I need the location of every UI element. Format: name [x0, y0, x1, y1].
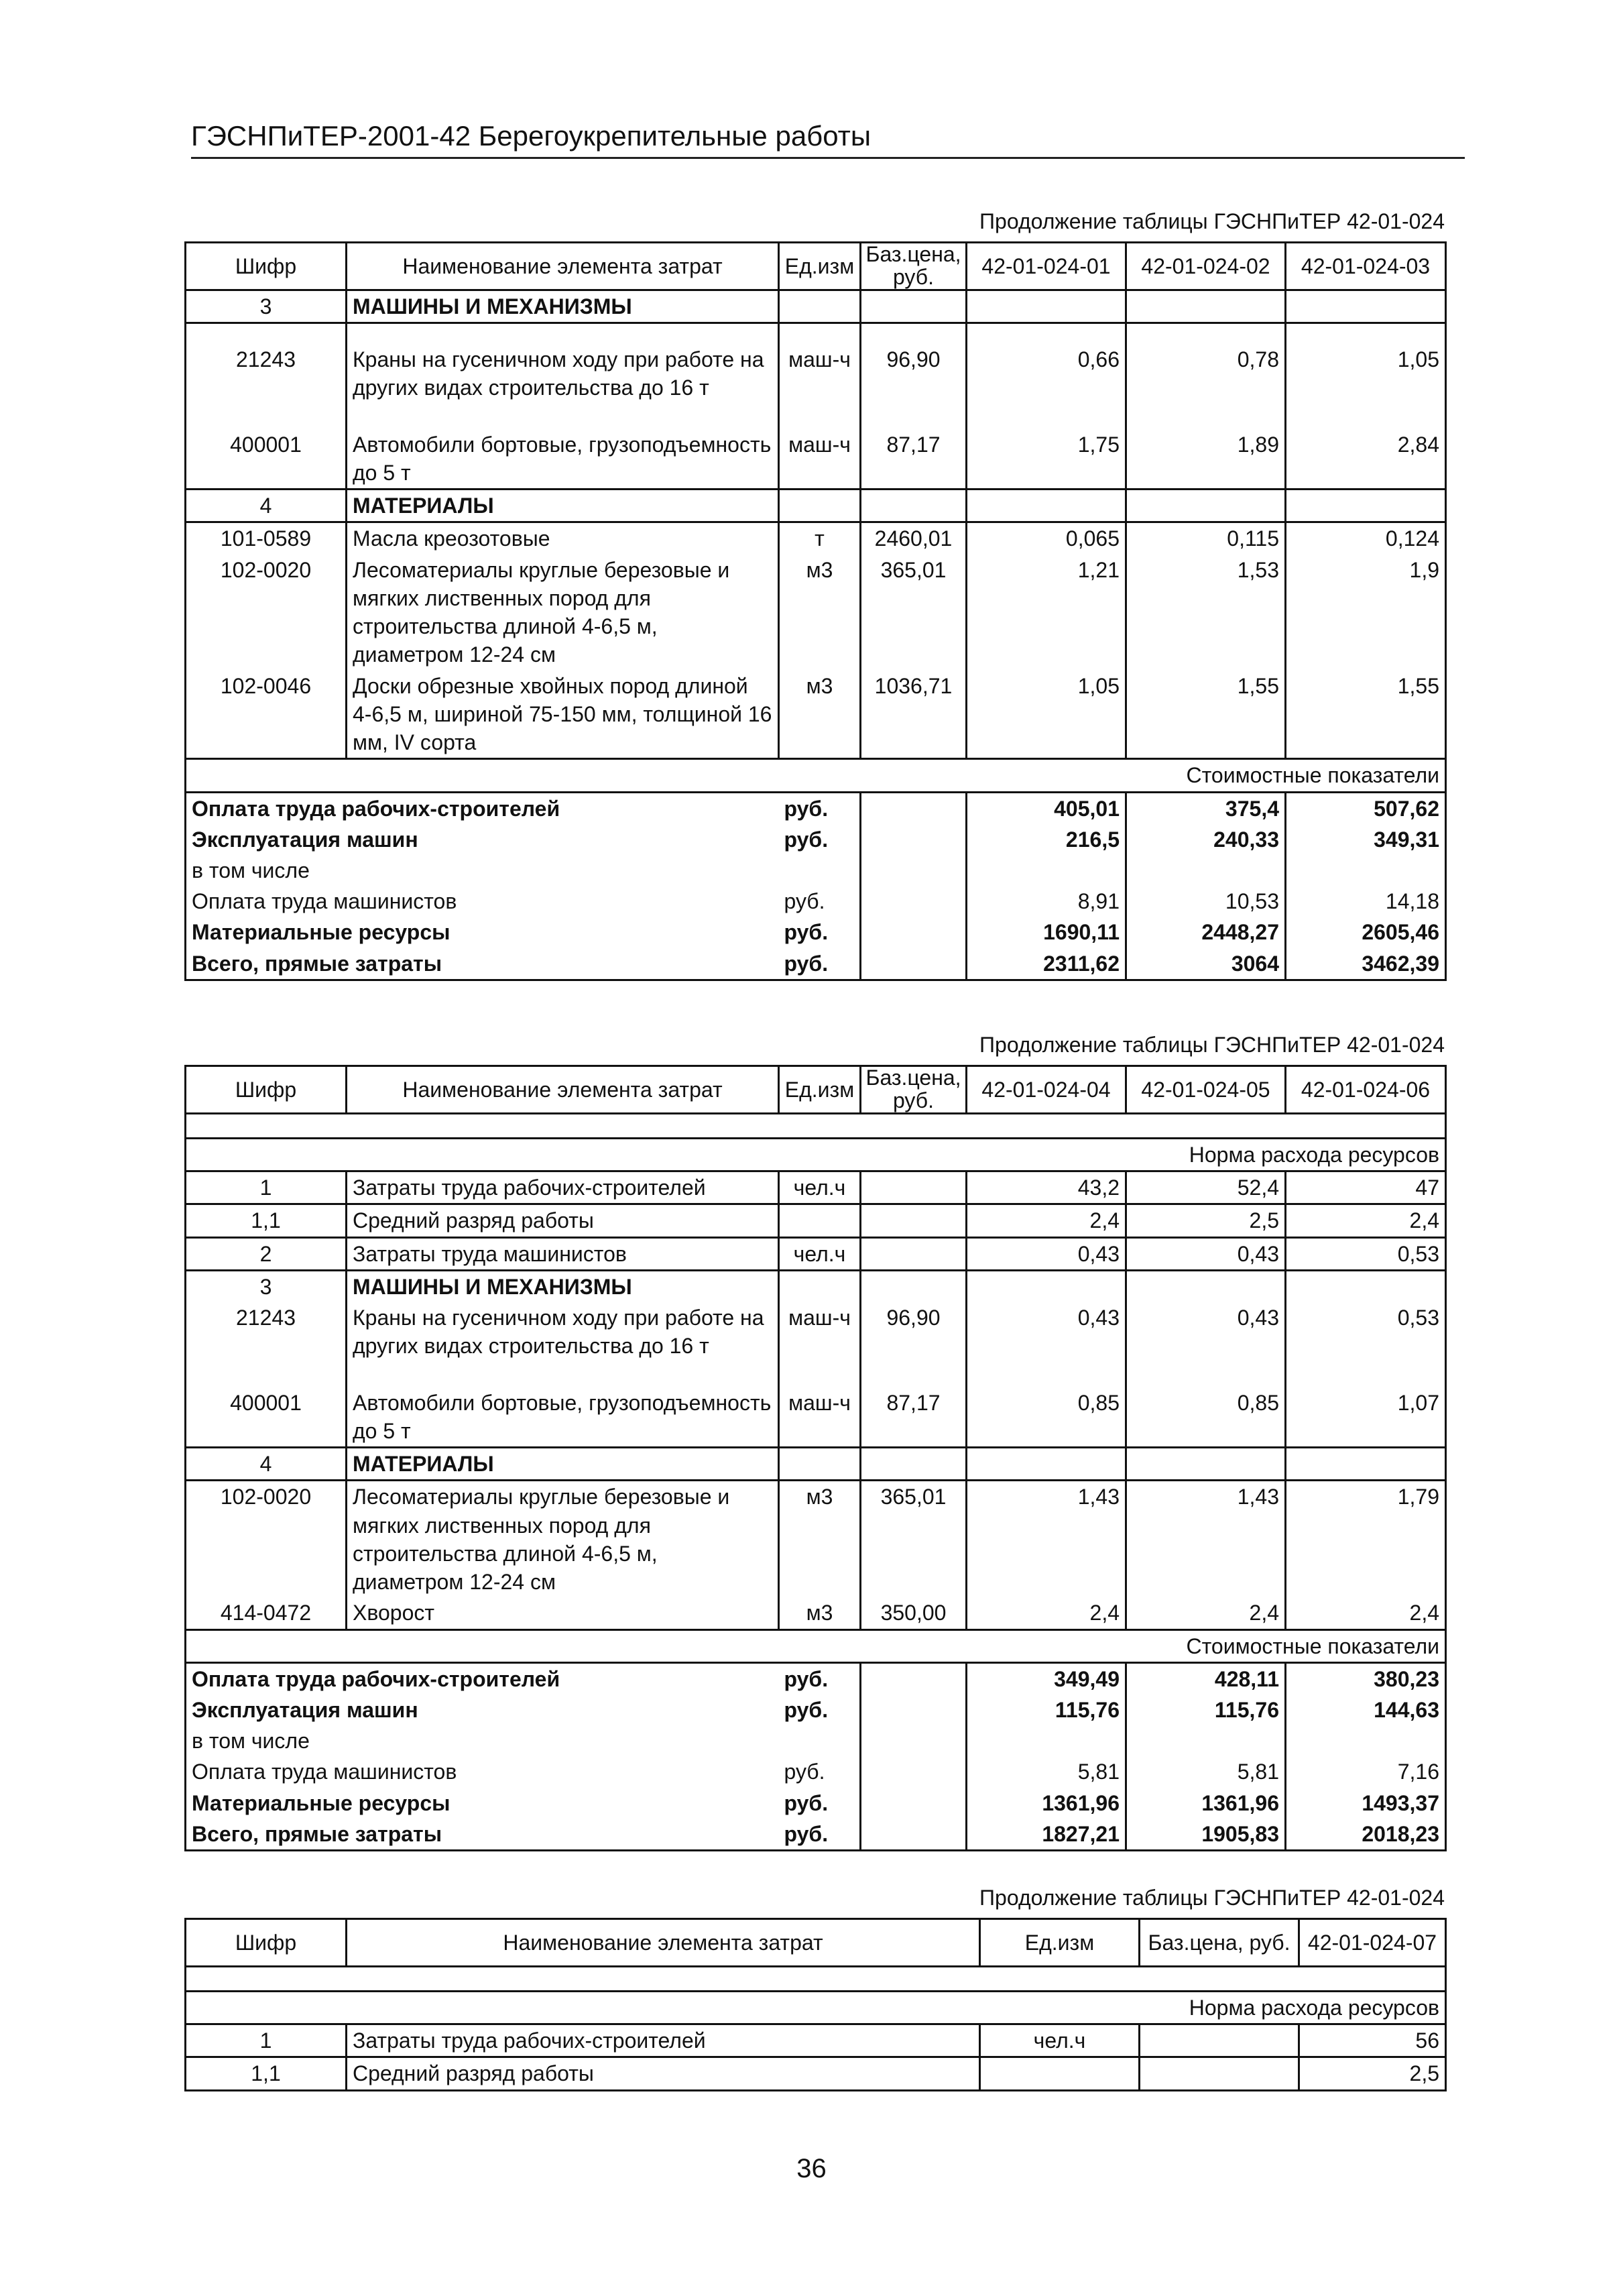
summary-unit: руб.	[779, 886, 861, 917]
row-value: 1,21	[967, 555, 1126, 671]
row-name: Масла креозотовые	[347, 522, 779, 555]
resource-norm-band	[186, 1139, 1446, 1171]
row-value: 1,89	[1126, 429, 1286, 490]
col-header-price: Баз.цена, руб.	[1140, 1919, 1299, 1967]
summary-row	[186, 917, 1446, 948]
row-name: Затраты труда машинистов	[347, 1237, 779, 1270]
row-value: 2,4	[967, 1204, 1126, 1237]
row-value: 0,78	[1126, 323, 1286, 429]
row-code: 1	[186, 2024, 347, 2057]
col-header-norm: 42-01-024-06	[1286, 1066, 1446, 1114]
row-unit: маш-ч	[779, 429, 861, 490]
table-continuation-label: Продолжение таблицы ГЭСНПиТЕР 42-01-024	[979, 209, 1445, 233]
row-code: 4	[186, 490, 347, 522]
section-title: МАШИНЫ И МЕХАНИЗМЫ	[347, 1270, 779, 1302]
summary-value	[1286, 1725, 1446, 1756]
band-label: Стоимостные показатели	[186, 759, 1446, 792]
row-value: 43,2	[967, 1171, 1126, 1204]
row-value: 2,5	[1126, 1204, 1286, 1237]
col-header-code: Шифр	[186, 1066, 347, 1114]
summary-row	[186, 792, 1446, 824]
table-header-row	[186, 1066, 1446, 1114]
section-title: МАТЕРИАЛЫ	[347, 490, 779, 522]
table-row	[186, 1597, 1446, 1629]
table-row	[186, 2024, 1446, 2057]
summary-row	[186, 1695, 1446, 1725]
row-name: Краны на гусеничном ходу при работе на других видах строительства до 16 т	[347, 323, 779, 429]
col-header-unit: Ед.изм	[779, 1066, 861, 1114]
summary-label: Материальные ресурсы	[186, 1788, 779, 1819]
norms-table-2	[184, 1065, 1447, 1851]
row-value: 2,4	[1126, 1597, 1286, 1629]
summary-value: 10,53	[1126, 886, 1286, 917]
summary-label: Всего, прямые затраты	[186, 948, 779, 980]
row-code: 2	[186, 1237, 347, 1270]
summary-label: Оплата труда машинистов	[186, 886, 779, 917]
summary-row	[186, 948, 1446, 980]
col-header-norm: 42-01-024-04	[967, 1066, 1126, 1114]
row-price	[861, 1237, 967, 1270]
summary-value: 1690,11	[967, 917, 1126, 948]
summary-label: Всего, прямые затраты	[186, 1819, 779, 1851]
row-code: 102-0020	[186, 555, 347, 671]
table-continuation-label: Продолжение таблицы ГЭСНПиТЕР 42-01-024	[979, 1033, 1445, 1057]
summary-label: Эксплуатация машин	[186, 824, 779, 855]
row-name: Автомобили бортовые, грузоподъемность до 5 т	[347, 429, 779, 490]
row-value: 56	[1299, 2024, 1446, 2057]
col-header-norm: 42-01-024-05	[1126, 1066, 1286, 1114]
col-header-norm: 42-01-024-01	[967, 243, 1126, 290]
table-row	[186, 429, 1446, 490]
row-value: 1,55	[1126, 671, 1286, 759]
row-name: Лесоматериалы круглые березовые и мягких лиственных пород для строительства длиной 4-6,5 м, диаметром 12-24 см	[347, 1481, 779, 1597]
row-unit: маш-ч	[779, 323, 861, 429]
row-unit: чел.ч	[779, 1171, 861, 1204]
col-header-unit: Ед.изм	[980, 1919, 1140, 1967]
row-code: 101-0589	[186, 522, 347, 555]
summary-value: 349,31	[1286, 824, 1446, 855]
summary-row	[186, 1662, 1446, 1695]
summary-unit	[779, 855, 861, 886]
row-code: 1,1	[186, 1204, 347, 1237]
row-unit: маш-ч	[779, 1302, 861, 1387]
summary-value: 380,23	[1286, 1662, 1446, 1695]
summary-value: 2605,46	[1286, 917, 1446, 948]
summary-value	[1126, 1725, 1286, 1756]
col-header-code: Шифр	[186, 243, 347, 290]
table-row	[186, 1387, 1446, 1448]
summary-value: 144,63	[1286, 1695, 1446, 1725]
table-row	[186, 323, 1446, 429]
row-value: 2,84	[1286, 429, 1446, 490]
summary-unit: руб.	[779, 917, 861, 948]
summary-row	[186, 1725, 1446, 1756]
summary-value: 405,01	[967, 792, 1126, 824]
page-number: 36	[796, 2154, 827, 2183]
row-value: 0,43	[967, 1237, 1126, 1270]
cost-indicators-band	[186, 1629, 1446, 1662]
summary-unit: руб.	[779, 824, 861, 855]
summary-value: 216,5	[967, 824, 1126, 855]
row-price: 365,01	[861, 555, 967, 671]
summary-value: 1361,96	[967, 1788, 1126, 1819]
summary-unit: руб.	[779, 948, 861, 980]
row-value: 1,9	[1286, 555, 1446, 671]
row-code: 400001	[186, 429, 347, 490]
row-price: 96,90	[861, 1302, 967, 1387]
row-code: 3	[186, 290, 347, 323]
row-name: Затраты труда рабочих-строителей	[347, 1171, 779, 1204]
row-value: 0,065	[967, 522, 1126, 555]
row-value: 0,85	[1126, 1387, 1286, 1448]
summary-value: 115,76	[967, 1695, 1126, 1725]
summary-value: 349,49	[967, 1662, 1126, 1695]
row-unit: чел.ч	[779, 1237, 861, 1270]
row-name: Автомобили бортовые, грузоподъемность до 5 т	[347, 1387, 779, 1448]
band-label: Норма расхода ресурсов	[186, 1992, 1446, 2024]
summary-value: 1361,96	[1126, 1788, 1286, 1819]
row-price: 350,00	[861, 1597, 967, 1629]
col-header-name: Наименование элемента затрат	[347, 1066, 779, 1114]
spacer-row	[186, 1114, 1446, 1139]
row-value: 0,53	[1286, 1302, 1446, 1387]
col-header-code: Шифр	[186, 1919, 347, 1967]
row-price: 87,17	[861, 1387, 967, 1448]
row-value: 0,43	[1126, 1302, 1286, 1387]
row-price	[861, 1204, 967, 1237]
row-unit: чел.ч	[980, 2024, 1140, 2057]
row-value: 0,53	[1286, 1237, 1446, 1270]
band-label: Стоимостные показатели	[186, 1629, 1446, 1662]
summary-row	[186, 1756, 1446, 1787]
row-value: 1,53	[1126, 555, 1286, 671]
summary-value	[967, 855, 1126, 886]
row-value: 2,4	[1286, 1597, 1446, 1629]
table-row	[186, 1481, 1446, 1597]
section-row	[186, 1448, 1446, 1481]
summary-value: 5,81	[967, 1756, 1126, 1787]
summary-value: 7,16	[1286, 1756, 1446, 1787]
row-code: 414-0472	[186, 1597, 347, 1629]
spacer-row	[186, 1967, 1446, 1992]
row-value: 0,124	[1286, 522, 1446, 555]
row-name: Доски обрезные хвойных пород длиной 4-6,5 м, шириной 75-150 мм, толщиной 16 мм, IV сорта	[347, 671, 779, 759]
summary-value: 1827,21	[967, 1819, 1126, 1851]
row-value: 1,79	[1286, 1481, 1446, 1597]
row-value: 52,4	[1126, 1171, 1286, 1204]
row-price: 87,17	[861, 429, 967, 490]
row-unit	[779, 1204, 861, 1237]
row-value: 1,43	[1126, 1481, 1286, 1597]
row-value: 1,05	[967, 671, 1126, 759]
section-row	[186, 490, 1446, 522]
summary-unit: руб.	[779, 1756, 861, 1787]
section-title: МАШИНЫ И МЕХАНИЗМЫ	[347, 290, 779, 323]
row-value: 1,75	[967, 429, 1126, 490]
summary-value: 3462,39	[1286, 948, 1446, 980]
row-name: Средний разряд работы	[347, 1204, 779, 1237]
row-name: Затраты труда рабочих-строителей	[347, 2024, 980, 2057]
summary-value	[1286, 855, 1446, 886]
row-name: Средний разряд работы	[347, 2057, 980, 2090]
table-row	[186, 522, 1446, 555]
row-unit: м3	[779, 671, 861, 759]
summary-value	[1126, 855, 1286, 886]
summary-value: 2448,27	[1126, 917, 1286, 948]
col-header-norm: 42-01-024-03	[1286, 243, 1446, 290]
row-value: 2,4	[967, 1597, 1126, 1629]
row-code: 400001	[186, 1387, 347, 1448]
summary-value: 240,33	[1126, 824, 1286, 855]
row-value: 1,05	[1286, 323, 1446, 429]
col-header-unit: Ед.изм	[779, 243, 861, 290]
row-value: 0,66	[967, 323, 1126, 429]
summary-value	[967, 1725, 1126, 1756]
table-row	[186, 2057, 1446, 2090]
summary-row	[186, 824, 1446, 855]
summary-value: 14,18	[1286, 886, 1446, 917]
table-row	[186, 671, 1446, 759]
summary-unit: руб.	[779, 1819, 861, 1851]
table-header-row	[186, 243, 1446, 290]
summary-value: 1493,37	[1286, 1788, 1446, 1819]
row-price: 2460,01	[861, 522, 967, 555]
row-unit	[980, 2057, 1140, 2090]
row-value: 1,43	[967, 1481, 1126, 1597]
row-unit: м3	[779, 1597, 861, 1629]
summary-row	[186, 1788, 1446, 1819]
row-price: 96,90	[861, 323, 967, 429]
row-price: 1036,71	[861, 671, 967, 759]
row-price	[1140, 2057, 1299, 2090]
row-unit: т	[779, 522, 861, 555]
summary-label: Оплата труда рабочих-строителей	[186, 792, 779, 824]
summary-value: 2018,23	[1286, 1819, 1446, 1851]
summary-label: Оплата труда машинистов	[186, 1756, 779, 1787]
row-code: 3	[186, 1270, 347, 1302]
row-name: Краны на гусеничном ходу при работе на других видах строительства до 16 т	[347, 1302, 779, 1387]
row-value: 0,115	[1126, 522, 1286, 555]
row-value: 2,4	[1286, 1204, 1446, 1237]
row-price	[1140, 2024, 1299, 2057]
row-price: 365,01	[861, 1481, 967, 1597]
summary-row	[186, 886, 1446, 917]
row-value: 1,07	[1286, 1387, 1446, 1448]
norms-table-1	[184, 241, 1447, 981]
row-code: 21243	[186, 1302, 347, 1387]
cost-indicators-band	[186, 759, 1446, 792]
table-row	[186, 1237, 1446, 1270]
col-header-norm: 42-01-024-07	[1299, 1919, 1446, 1967]
row-name: Лесоматериалы круглые березовые и мягких лиственных пород для строительства длиной 4-6,5 м, диаметром 12-24 см	[347, 555, 779, 671]
row-value: 0,43	[1126, 1237, 1286, 1270]
row-unit: м3	[779, 1481, 861, 1597]
summary-value: 8,91	[967, 886, 1126, 917]
table-header-row	[186, 1919, 1446, 1967]
table-row	[186, 1171, 1446, 1204]
row-code: 1	[186, 1171, 347, 1204]
table-continuation-label: Продолжение таблицы ГЭСНПиТЕР 42-01-024	[979, 1886, 1445, 1910]
row-unit: м3	[779, 555, 861, 671]
row-code: 102-0020	[186, 1481, 347, 1597]
row-value: 1,55	[1286, 671, 1446, 759]
summary-value: 5,81	[1126, 1756, 1286, 1787]
row-value: 0,43	[967, 1302, 1126, 1387]
summary-value: 2311,62	[967, 948, 1126, 980]
band-label: Норма расхода ресурсов	[186, 1139, 1446, 1171]
section-row	[186, 1270, 1446, 1302]
row-code: 102-0046	[186, 671, 347, 759]
summary-value: 375,4	[1126, 792, 1286, 824]
row-value: 2,5	[1299, 2057, 1446, 2090]
row-value: 47	[1286, 1171, 1446, 1204]
row-unit: маш-ч	[779, 1387, 861, 1448]
summary-unit: руб.	[779, 1662, 861, 1695]
row-code: 21243	[186, 323, 347, 429]
row-code: 4	[186, 1448, 347, 1481]
row-code: 1,1	[186, 2057, 347, 2090]
summary-value: 115,76	[1126, 1695, 1286, 1725]
col-header-name: Наименование элемента затрат	[347, 1919, 980, 1967]
table-row	[186, 555, 1446, 671]
summary-value: 3064	[1126, 948, 1286, 980]
summary-unit	[779, 1725, 861, 1756]
summary-label: Оплата труда рабочих-строителей	[186, 1662, 779, 1695]
summary-value: 507,62	[1286, 792, 1446, 824]
table-row	[186, 1302, 1446, 1387]
col-header-price: Баз.цена, руб.	[861, 1066, 967, 1114]
col-header-name: Наименование элемента затрат	[347, 243, 779, 290]
summary-label: Материальные ресурсы	[186, 917, 779, 948]
col-header-price: Баз.цена, руб.	[861, 243, 967, 290]
summary-row	[186, 1819, 1446, 1851]
summary-value: 428,11	[1126, 1662, 1286, 1695]
row-price	[861, 1171, 967, 1204]
summary-unit: руб.	[779, 1695, 861, 1725]
summary-unit: руб.	[779, 792, 861, 824]
resource-norm-band	[186, 1992, 1446, 2024]
summary-value: 1905,83	[1126, 1819, 1286, 1851]
summary-unit: руб.	[779, 1788, 861, 1819]
table-row	[186, 1204, 1446, 1237]
summary-label: в том числе	[186, 1725, 779, 1756]
row-name: Хворост	[347, 1597, 779, 1629]
page-header: ГЭСНПиТЕР-2001-42 Берегоукрепительные работы	[191, 119, 1465, 159]
summary-row	[186, 855, 1446, 886]
section-title: МАТЕРИАЛЫ	[347, 1448, 779, 1481]
row-value: 0,85	[967, 1387, 1126, 1448]
summary-label: Эксплуатация машин	[186, 1695, 779, 1725]
section-row	[186, 290, 1446, 323]
col-header-norm: 42-01-024-02	[1126, 243, 1286, 290]
norms-table-3	[184, 1918, 1447, 2091]
summary-label: в том числе	[186, 855, 779, 886]
